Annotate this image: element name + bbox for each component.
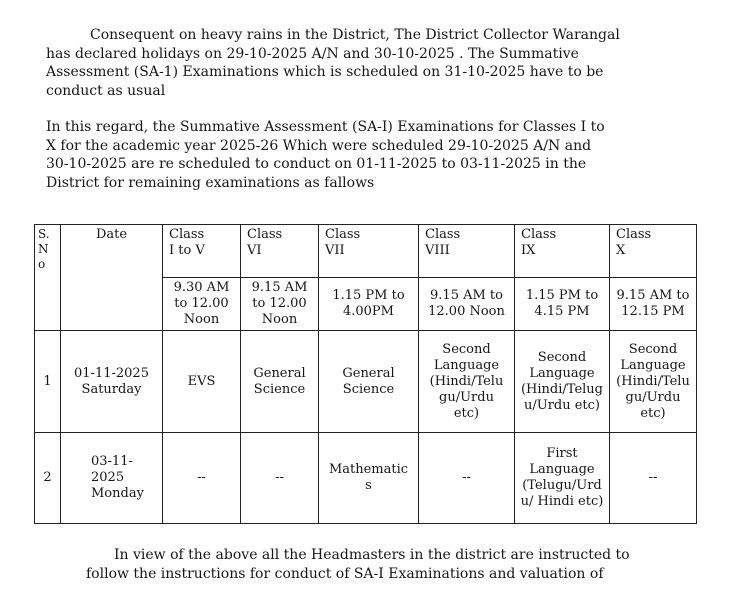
timing-line: 9.30 AM <box>173 280 230 295</box>
subject-line: gu/Urdu <box>439 389 494 405</box>
closing-paragraph <box>86 546 656 583</box>
timing-line: 12.00 Noon <box>428 304 505 319</box>
timing-line: Noon <box>183 312 220 327</box>
timing-line: 12.15 PM <box>621 304 685 319</box>
day-line: Monday <box>91 486 144 501</box>
subject-line: gu/Urdu <box>625 389 681 405</box>
regard-paragraph <box>46 118 646 192</box>
regard-line: 30-10-2025 are re scheduled to conduct on 01-11-2025 to 03-11-2025 in the <box>46 156 587 173</box>
class-name: Class <box>425 227 461 242</box>
sno-header <box>35 225 61 331</box>
subject-cell <box>419 331 515 433</box>
class-name: Class <box>616 227 652 242</box>
subject-line: Second <box>537 349 587 365</box>
subject-line: etc) <box>640 405 666 421</box>
closing-line: follow the instructions for conduct of SA-I Examinations and valuation of <box>86 565 604 582</box>
subject-line: Second <box>628 341 678 357</box>
timing-line: 4.15 PM <box>534 304 590 319</box>
subject-cell <box>319 433 419 524</box>
timing-line: 1.15 PM to <box>332 288 405 303</box>
date-line: 03-11-2025 <box>91 454 133 485</box>
timing-line: 4.00PM <box>342 304 394 319</box>
class-name: IX <box>521 243 536 258</box>
timing-line: 9.15 AM to <box>430 288 503 303</box>
class-name: VIII <box>425 243 450 258</box>
table-header-row <box>35 225 697 278</box>
subject-line: Language <box>529 365 595 381</box>
subject-cell <box>163 433 241 524</box>
subject-cell <box>419 433 515 524</box>
subject-line: EVS <box>187 373 216 389</box>
sno-header-line: o <box>38 257 46 271</box>
date-cell <box>61 331 163 433</box>
intro-line: has declared holidays on 29-10-2025 A/N and 30-10-2025 . The Summative <box>46 45 579 62</box>
subject-cell <box>241 331 319 433</box>
timing-x <box>610 278 697 331</box>
subject-line: (Hindi/Telu <box>429 373 504 389</box>
class-header-vi <box>241 225 319 278</box>
class-header-ix <box>515 225 610 278</box>
subject-cell <box>319 331 419 433</box>
subject-cell <box>610 331 697 433</box>
sno-header-line: N <box>38 242 49 256</box>
subject-line: etc) <box>453 405 480 421</box>
subject-line: Language <box>433 357 500 373</box>
subject-cell <box>610 433 697 524</box>
subject-line: Mathematic <box>328 462 409 477</box>
timing-i-to-v <box>163 278 241 331</box>
date-cell <box>61 433 163 524</box>
class-name: VI <box>247 243 262 258</box>
subject-cell <box>515 433 610 524</box>
regard-line: District for remaining examinations as fallows <box>46 174 375 191</box>
date-line: 01-11-2025 <box>74 365 149 381</box>
timing-vi <box>241 278 319 331</box>
subject-line: (Hindi/Telug <box>520 381 603 397</box>
timing-line: 9.15 AM to <box>616 288 690 303</box>
subject-line: Science <box>253 381 306 397</box>
subject-line: Language <box>620 357 686 373</box>
timing-line: to 12.00 <box>174 296 229 311</box>
subject-line: -- <box>462 470 471 485</box>
subject-cell <box>241 433 319 524</box>
timing-line: Noon <box>261 312 298 327</box>
timing-ix <box>515 278 610 331</box>
subject-line: -- <box>197 470 206 485</box>
class-name: I to V <box>169 243 205 258</box>
subject-line: u/Urdu etc) <box>523 397 601 413</box>
regard-line: In this regard, the Summative Assessment (SA-I) Examinations for Classes I to <box>46 119 605 135</box>
sno-cell: 1 <box>35 331 61 433</box>
table-row <box>35 433 697 524</box>
subject-line: General <box>342 365 395 381</box>
timing-line: 1.15 PM to <box>525 288 599 303</box>
class-name: X <box>616 243 626 258</box>
timing-vii <box>319 278 419 331</box>
intro-line: Assessment (SA-1) Examinations which is scheduled on 31-10-2025 have to be <box>46 64 604 81</box>
closing-line: In view of the above all the Headmasters in the district are instructed to <box>114 547 630 563</box>
subject-cell <box>163 331 241 433</box>
class-header-viii <box>419 225 515 278</box>
class-header-vii <box>319 225 419 278</box>
intro-line: Consequent on heavy rains in the District, The District Collector Warangal <box>90 27 620 43</box>
subject-line: Language <box>529 462 595 477</box>
subject-line: Second <box>442 341 491 357</box>
subject-line: s <box>365 478 372 493</box>
subject-line: -- <box>648 470 658 485</box>
timing-viii <box>419 278 515 331</box>
intro-paragraph <box>46 26 646 100</box>
regard-line: X for the academic year 2025-26 Which were scheduled 29-10-2025 A/N and <box>46 137 592 154</box>
class-name: VII <box>325 243 345 258</box>
sno-cell: 2 <box>35 433 61 524</box>
day-line: Saturday <box>81 381 142 397</box>
timing-line: to 12.00 <box>252 296 307 311</box>
subject-line: -- <box>275 470 284 485</box>
intro-line: conduct as usual <box>46 82 166 99</box>
subject-line: Science <box>342 381 395 397</box>
class-name: Class <box>169 227 205 242</box>
sno-header-line: S. <box>38 227 50 241</box>
class-header-x <box>610 225 697 278</box>
class-name: Class <box>325 227 361 242</box>
class-name: Class <box>247 227 283 242</box>
subject-line: u/ Hindi etc) <box>520 494 604 509</box>
class-header-i-to-v <box>163 225 241 278</box>
timing-line: 9.15 AM <box>251 280 308 295</box>
subject-line: General <box>253 365 306 381</box>
class-name: Class <box>521 227 557 242</box>
table-row <box>35 331 697 433</box>
subject-cell <box>515 331 610 433</box>
subject-line: (Hindi/Telu <box>616 373 690 389</box>
date-header: Date <box>61 225 163 331</box>
subject-line: First <box>546 446 578 461</box>
subject-line: (Telugu/Urd <box>522 478 602 493</box>
exam-schedule-table <box>34 224 697 524</box>
